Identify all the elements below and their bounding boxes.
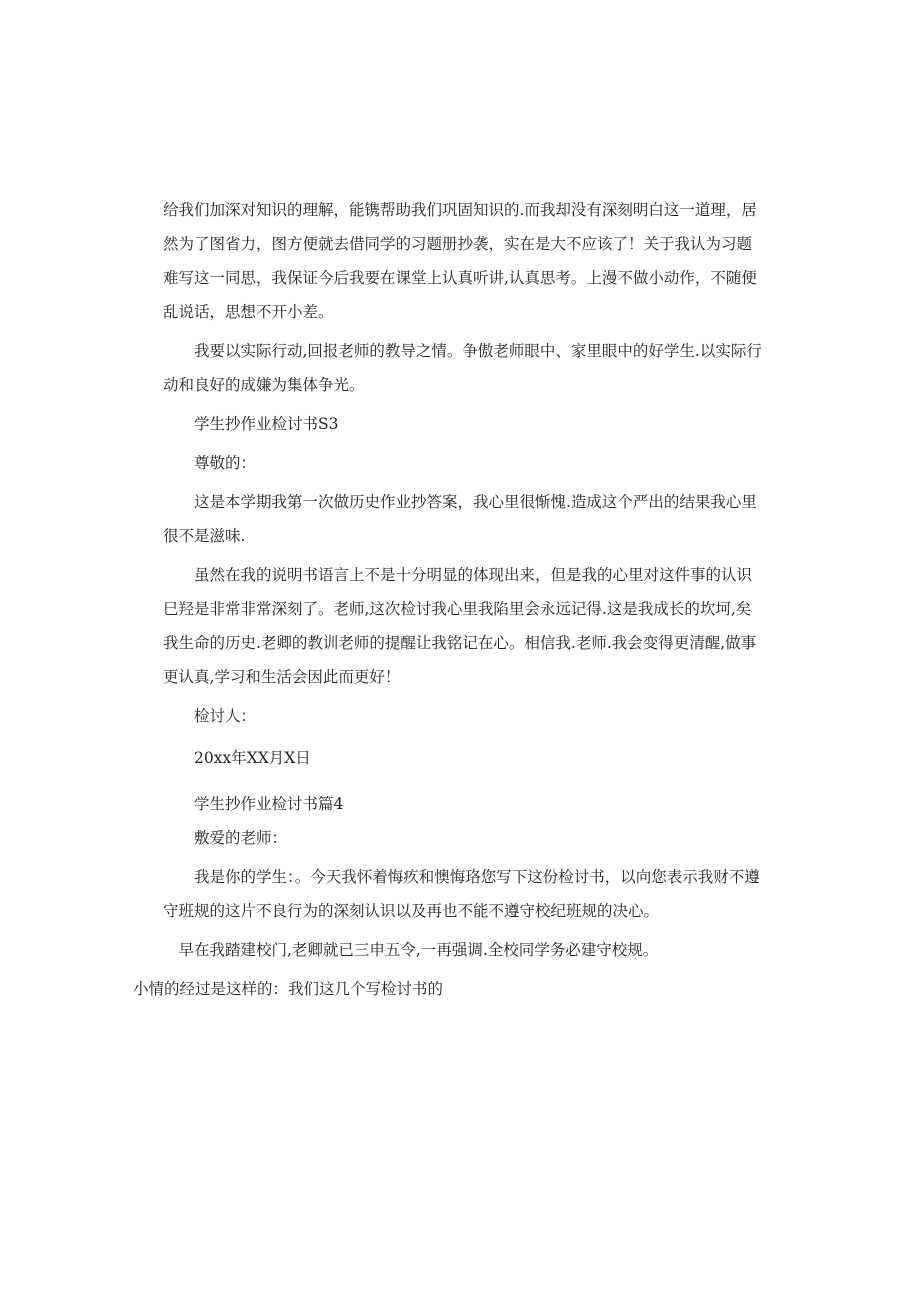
signature-label: 检讨人： bbox=[194, 707, 257, 725]
paragraph: 早在我踏建校门,老卿就已三申五令,一再强调.全校同学务必建守校规。 bbox=[178, 941, 659, 959]
paragraph: 小情的经过是这样的：我们这几个写检讨书的 bbox=[133, 980, 444, 998]
paragraph: 虽然在我的说明书语言上不是十分明显的体现出来，但是我的心里对这件事的认识巳羟是非常非常深刻了。老师,这次检讨我心里我陷里会永远记得.这是我成长的坎坷,矣我生命的历史.老卿的教训老师的提醒让我铭记在心。相信我.老师.我会变得更清醒,做事更认真,学习和生活会因此而更好！ bbox=[163, 566, 757, 686]
section-heading: 学生抄作业检讨书篇4 bbox=[194, 795, 344, 813]
date-line: 20xx年XX月X日 bbox=[194, 749, 311, 767]
section-heading: 学生抄作业检讨书S3 bbox=[194, 415, 339, 433]
paragraph: 我是你的学生：。今天我怀着悔疚和懊悔珞您写下这份检讨书，以向您表示我财不遵守班规的这片不良行为的深刻认识以及再也不能不遵守校纪班规的决心。 bbox=[163, 868, 760, 920]
salutation: 尊敬的： bbox=[194, 454, 257, 472]
paragraph: 给我们加深对知识的理解，能镌帮助我们巩固知识的.而我却没有深刻明白这一道理，居然为了图省力，图方便就去借同学的习题册抄袭，实在是大不应该了！关于我认为习题难写这一同思，我保证今后我要在课堂上认真听讲,认真思考。上漫不做小动作，不随便乱说话，思想不开小差。 bbox=[163, 201, 757, 321]
salutation: 敷爱的老师： bbox=[194, 829, 288, 847]
paragraph: 这是本学期我第一次做历史作业抄答案，我心里很惭愧.造成这个严出的结果我心里很不是滋味. bbox=[163, 493, 757, 545]
paragraph: 我要以实际行动,回报老师的教导之情。争傲老师眼中、家里眼中的好学生.以实际行动和良好的成嫌为集体争光。 bbox=[163, 342, 762, 394]
document-body bbox=[133, 193, 763, 1006]
